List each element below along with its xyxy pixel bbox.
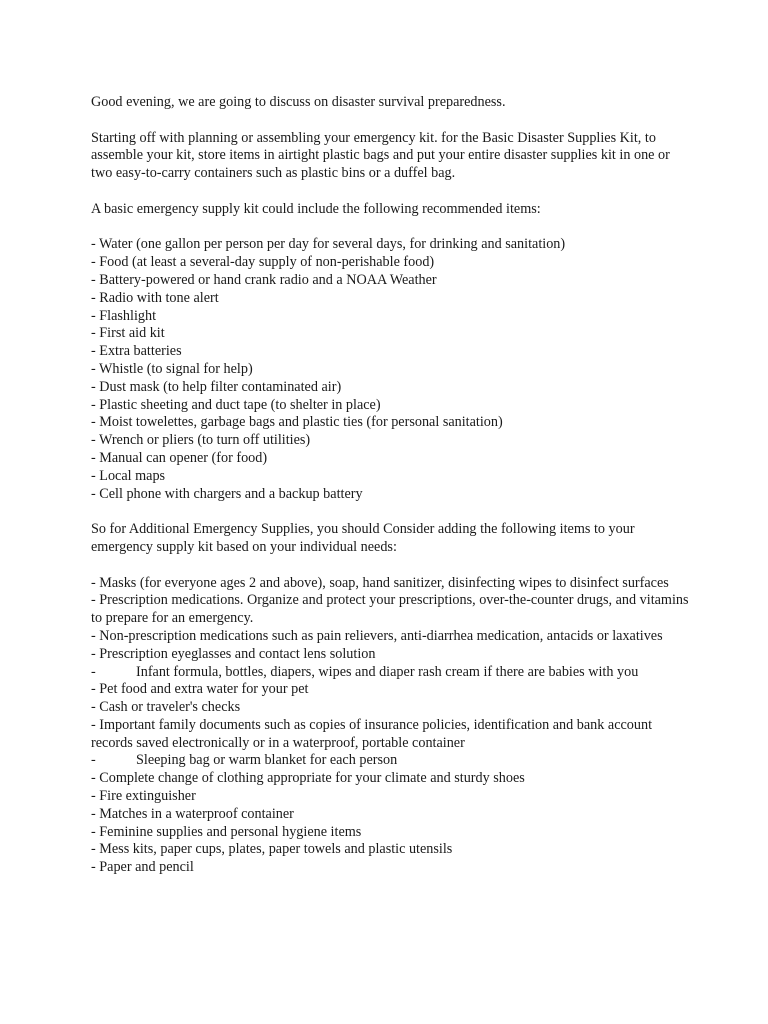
- list-item: - Cash or traveler's checks: [91, 699, 241, 716]
- list-item: [91, 664, 691, 682]
- list-item: - Food (at least a several-day supply of non-perishable food): [91, 254, 435, 271]
- list-item: - Mess kits, paper cups, plates, paper towels and plastic utensils: [91, 841, 453, 858]
- list-item: - Prescription medications. Organize and protect your prescriptions, over-the-counter drugs, and vitamins to prepare for an emergency.: [91, 592, 689, 627]
- basic-kit-list: [91, 236, 691, 503]
- additional-supplies-list: [91, 575, 691, 878]
- list-item: [91, 752, 691, 770]
- list-item: - Local maps: [91, 467, 166, 484]
- list-item: - Moist towelettes, garbage bags and plastic ties (for personal sanitation): [91, 414, 503, 431]
- list-item: - Whistle (to signal for help): [91, 360, 253, 377]
- list-item: - Manual can opener (for food): [91, 449, 268, 466]
- list-item: - Matches in a waterproof container: [91, 805, 294, 822]
- document-body: [91, 94, 691, 895]
- list-marker: -: [91, 752, 96, 769]
- list-item: - Battery-powered or hand crank radio and a NOAA Weather: [91, 271, 437, 288]
- list-item: - Non-prescription medications such as pain relievers, anti-diarrhea medication, antacids or laxatives: [91, 627, 663, 644]
- list-item: - Paper and pencil: [91, 859, 194, 876]
- list-item: - Masks (for everyone ages 2 and above), soap, hand sanitizer, disinfecting wipes to disinfect surfaces: [91, 574, 669, 591]
- list-item: - Extra batteries: [91, 343, 182, 360]
- list-item: - Cell phone with chargers and a backup battery: [91, 485, 363, 502]
- list-marker: -: [91, 663, 96, 680]
- list-item: - Wrench or pliers (to turn off utilities): [91, 432, 311, 449]
- list-item-text: Infant formula, bottles, diapers, wipes and diaper rash cream if there are babies with you: [136, 663, 639, 680]
- additional-supplies-heading: So for Additional Emergency Supplies, you should Consider adding the following items to your emergency supply kit based on your individual needs:: [91, 521, 635, 555]
- list-item: - Dust mask (to help filter contaminated air): [91, 378, 342, 395]
- intro-paragraph: Good evening, we are going to discuss on disaster survival preparedness.: [91, 94, 506, 110]
- list-item: - Pet food and extra water for your pet: [91, 681, 309, 698]
- list-item: - Fire extinguisher: [91, 788, 196, 805]
- list-item: - Water (one gallon per person per day for several days, for drinking and sanitation): [91, 236, 566, 253]
- basic-kit-heading: A basic emergency supply kit could include the following recommended items:: [91, 200, 541, 217]
- list-item: - Complete change of clothing appropriate for your climate and sturdy shoes: [91, 770, 525, 787]
- list-item: - Prescription eyeglasses and contact lens solution: [91, 645, 376, 662]
- kit-paragraph: Starting off with planning or assembling your emergency kit. for the Basic Disaster Supplies Kit, to assemble your kit, store items in airtight plastic bags and put your entire disaster supplies kit in one or two easy-to-carry containers such as plastic bins or a duffel bag.: [91, 129, 670, 182]
- list-item: - Flashlight: [91, 307, 157, 324]
- list-item: - Feminine supplies and personal hygiene items: [91, 823, 362, 840]
- list-item: - Important family documents such as copies of insurance policies, identification and bank account records saved electronically or in a waterproof, portable container: [91, 716, 653, 751]
- list-item: - Radio with tone alert: [91, 289, 219, 306]
- list-item-text: Sleeping bag or warm blanket for each person: [136, 752, 398, 769]
- list-item: - First aid kit: [91, 325, 165, 342]
- list-item: - Plastic sheeting and duct tape (to shelter in place): [91, 396, 381, 413]
